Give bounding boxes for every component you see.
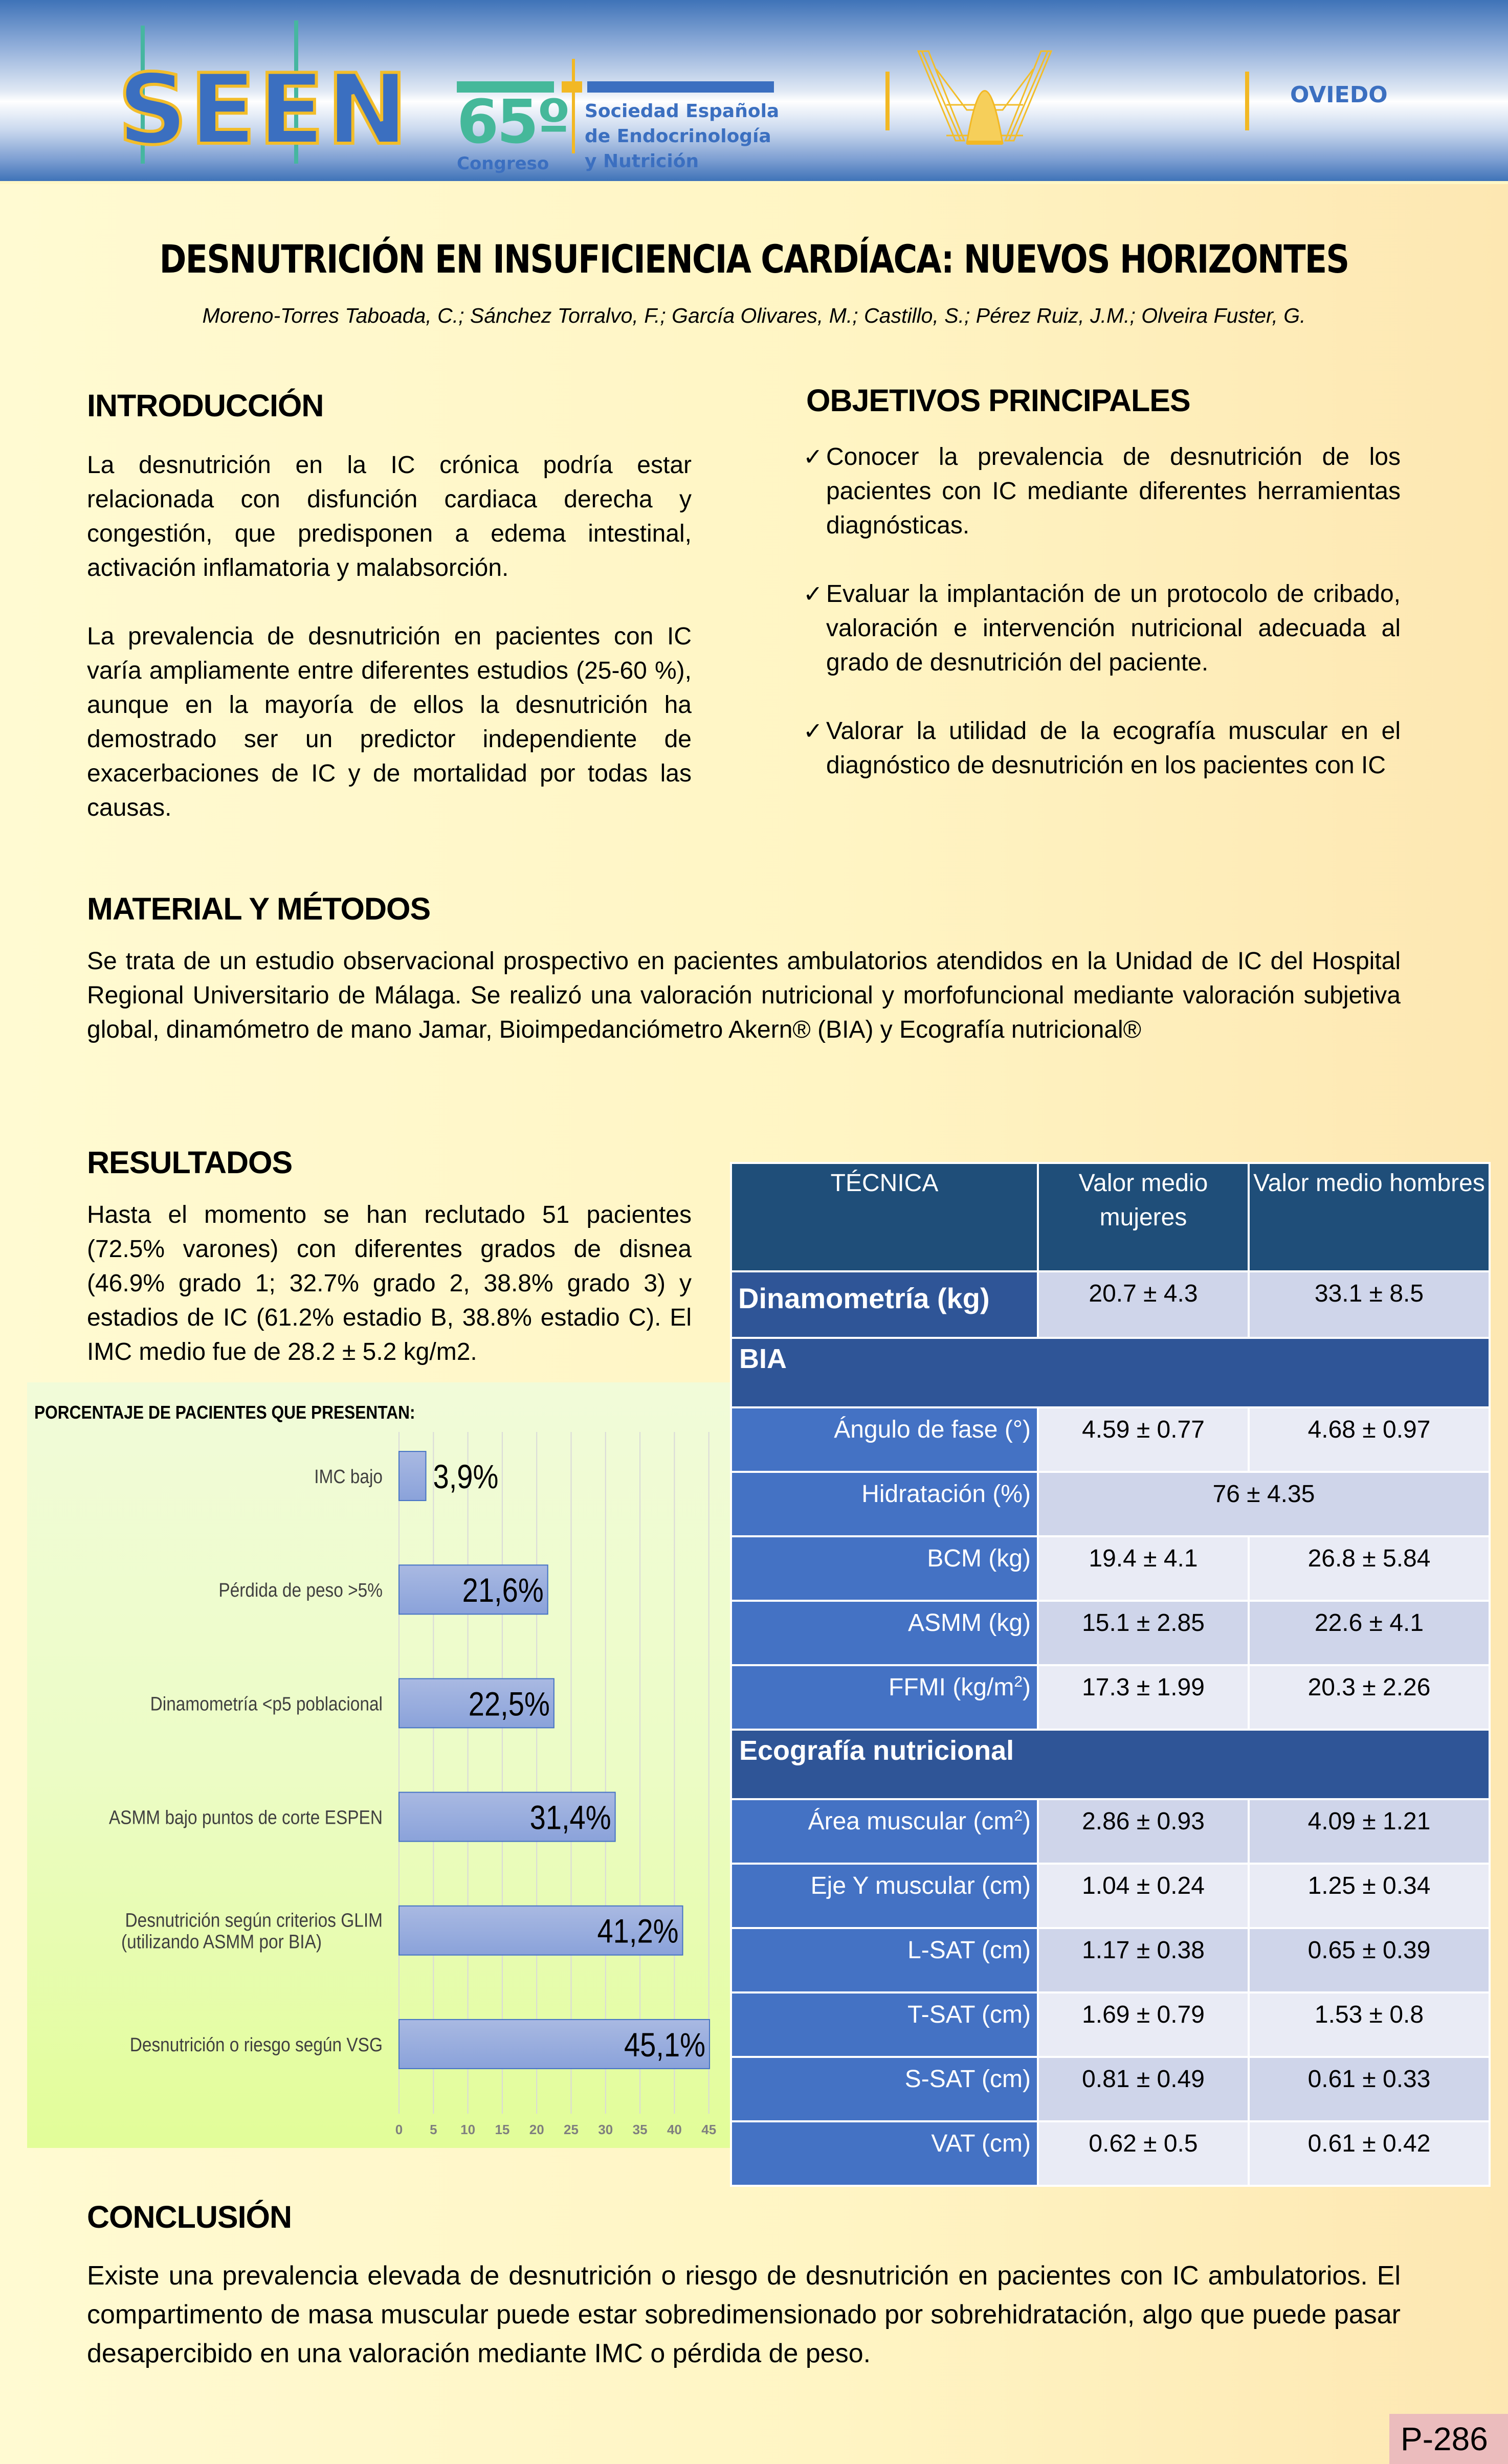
table-value-men: 1.53 ± 0.8: [1249, 1992, 1490, 2057]
table-header-cell: TÉCNICA: [731, 1163, 1038, 1271]
intro-paragraph: La desnutrición en la IC crónica podría estar relacionada con disfunción cardiaca derecha y congestión, que predisponen a edema intestinal, activación inflamatoria y malabsorción.: [87, 452, 692, 581]
conclusion-text: Existe una prevalencia elevada de desnutrición o riesgo de desnutrición en pacientes con IC ambulatorios. El compartimento de masa muscular puede estar sobredimensionado por sobrehidratación, algo que puede pasar desapercibido en una valoración mediante IMC o pérdida de peso.: [87, 2261, 1401, 2368]
table-value-men: 20.3 ± 2.26: [1249, 1665, 1490, 1730]
data-label: 21,6%: [462, 1571, 544, 1609]
objective-text: Conocer la prevalencia de desnutrición de los pacientes con IC mediante diferentes herramientas diagnósticas.: [826, 443, 1401, 539]
category-label: Pérdida de peso >5%: [218, 1579, 383, 1601]
row-label-text: Eje Y muscular (cm): [810, 1872, 1031, 1899]
checkmark-icon: ✓: [803, 580, 823, 607]
table-header-row: [731, 1163, 1490, 1271]
table-row: [731, 1928, 1490, 1992]
table-row: [731, 1864, 1490, 1928]
poster-title: DESNUTRICIÓN EN INSUFICIENCIA CARDÍACA: NUEVOS HORIZONTES: [159, 236, 1349, 282]
table-row: [731, 1665, 1490, 1730]
table-row-label: [731, 1407, 1038, 1472]
poster-id-badge: P-286: [1389, 2414, 1508, 2464]
logo-divider: [572, 59, 575, 153]
table-value-men: 0.61 ± 0.42: [1249, 2121, 1490, 2186]
table-value-women: 0.62 ± 0.5: [1038, 2121, 1249, 2186]
x-tick-label: 35: [632, 2122, 648, 2137]
category-label: Desnutrición según criterios GLIM: [125, 1909, 383, 1932]
chart-plot-area: [27, 1382, 730, 2148]
society-name: [585, 99, 779, 174]
society-line: Sociedad Española: [585, 101, 780, 122]
objective-item: [803, 577, 1401, 680]
table-row-label: [731, 1271, 1038, 1338]
row-label-text: FFMI (kg/m: [889, 1674, 1014, 1701]
row-label-text: L-SAT (cm): [907, 1937, 1031, 1964]
methods-heading: MATERIAL Y MÉTODOS: [87, 891, 431, 926]
table-row-label: [731, 1864, 1038, 1928]
table-value-women: 0.81 ± 0.49: [1038, 2057, 1249, 2121]
logo-bar-blue: [587, 81, 774, 93]
results-table: [730, 1162, 1491, 2187]
chart-title: PORCENTAJE DE PACIENTES QUE PRESENTAN:: [34, 1402, 415, 1423]
table-value-women: 15.1 ± 2.85: [1038, 1601, 1249, 1665]
x-tick-label: 20: [529, 2122, 544, 2137]
table-row: [731, 1472, 1490, 1536]
table-row: [731, 1992, 1490, 2057]
category-label: Dinamometría <p5 poblacional: [150, 1693, 383, 1715]
row-label-text: S-SAT (cm): [904, 2066, 1031, 2093]
table-row-label: [731, 1601, 1038, 1665]
table-value-men: 22.6 ± 4.1: [1249, 1601, 1490, 1665]
row-label-text: Área muscular (cm: [808, 1808, 1014, 1835]
table-row-label: [731, 2121, 1038, 2186]
prevalence-bar-chart: [27, 1382, 730, 2148]
table-value-women: 1.69 ± 0.79: [1038, 1992, 1249, 2057]
table-value-women: 4.59 ± 0.77: [1038, 1407, 1249, 1472]
header-separator: [1245, 72, 1249, 130]
row-label-text: ASMM (kg): [908, 1609, 1031, 1637]
table-row-label: [731, 1799, 1038, 1864]
row-label-suffix: ): [1023, 1808, 1031, 1835]
table-value-men: 33.1 ± 8.5: [1249, 1271, 1490, 1338]
table-value-merged: 76 ± 4.35: [1038, 1472, 1490, 1536]
objective-text: Evaluar la implantación de un protocolo de cribado, valoración e intervención nutricional adecuada al grado de desnutrición del paciente.: [826, 580, 1401, 676]
table-row: [731, 2057, 1490, 2121]
table-group-label: BIA: [731, 1338, 1490, 1407]
table-group-label: Ecografía nutricional: [731, 1730, 1490, 1799]
intro-text: [87, 448, 692, 859]
table-row-label: [731, 1536, 1038, 1601]
category-label: (utilizando ASMM por BIA): [121, 1931, 322, 1953]
conclusion-heading: CONCLUSIÓN: [87, 2200, 292, 2234]
table-row-label: [731, 1928, 1038, 1992]
table-value-women: 1.17 ± 0.38: [1038, 1928, 1249, 1992]
table-value-men: 26.8 ± 5.84: [1249, 1536, 1490, 1601]
intro-paragraph: La prevalencia de desnutrición en pacientes con IC varía ampliamente entre diferentes estudios (25-60 %), aunque en la mayoría de ellos la desnutrición ha demostrado ser un predictor independiente de exacerbaciones de IC y de mortalidad por todas las causas.: [87, 623, 692, 821]
table-value-men: 4.09 ± 1.21: [1249, 1799, 1490, 1864]
table-row: [731, 1799, 1490, 1864]
table-row: [731, 1536, 1490, 1601]
authors-line: Moreno-Torres Taboada, C.; Sánchez Torralvo, F.; García Olivares, M.; Castillo, S.; Pérez Ruiz, J.M.; Olveira Fuster, G.: [202, 304, 1306, 327]
row-label-text: VAT (cm): [931, 2130, 1031, 2157]
category-label: Desnutrición o riesgo según VSG: [129, 2033, 383, 2056]
congress-number: 65º: [457, 86, 569, 157]
table-header-cell: Valor medio hombres: [1249, 1163, 1490, 1271]
table-value-men: 0.61 ± 0.33: [1249, 2057, 1490, 2121]
bar: [399, 1451, 426, 1500]
checkmark-icon: ✓: [803, 443, 823, 470]
table-row-label: [731, 1665, 1038, 1730]
category-label: ASMM bajo puntos de corte ESPEN: [108, 1806, 383, 1829]
x-tick-label: 25: [564, 2122, 579, 2137]
data-label: 41,2%: [597, 1912, 679, 1950]
data-label: 31,4%: [529, 1799, 611, 1836]
congress-header-banner: [0, 0, 1508, 181]
table-row: [731, 2121, 1490, 2186]
header-divider: [0, 181, 1508, 184]
table-row-label: [731, 1992, 1038, 2057]
objectives-heading: OBJETIVOS PRINCIPALES: [806, 383, 1190, 418]
x-tick-label: 15: [495, 2122, 510, 2137]
congress-label: Congreso: [457, 153, 549, 174]
society-line: y Nutrición: [585, 151, 699, 172]
row-label-text: Dinamometría (kg): [738, 1282, 990, 1314]
table-value-women: 2.86 ± 0.93: [1038, 1799, 1249, 1864]
x-tick-label: 40: [667, 2122, 682, 2137]
table-value-women: 20.7 ± 4.3: [1038, 1271, 1249, 1338]
table-group-row: [731, 1730, 1490, 1799]
results-text: Hasta el momento se han reclutado 51 pacientes (72.5% varones) con diferentes grados de disnea (46.9% grado 1; 32.7% grado 2, 38.8% grado 3) y estadios de IC (61.2% estadio B, 38.8% estadio C). El IMC medio fue de 28.2 ± 5.2 kg/m2.: [87, 1201, 692, 1365]
x-tick-label: 45: [701, 2122, 717, 2137]
objective-text: Valorar la utilidad de la ecografía muscular en el diagnóstico de desnutrición en los pacientes con IC: [826, 718, 1401, 779]
x-tick-label: 0: [395, 2122, 403, 2137]
seen-logo-text: SEEN: [118, 53, 410, 166]
table-header-cell: Valor medio mujeres: [1038, 1163, 1249, 1271]
category-label: IMC bajo: [314, 1466, 383, 1488]
table-row: [731, 1407, 1490, 1472]
table-value-men: 4.68 ± 0.97: [1249, 1407, 1490, 1472]
row-label-text: T-SAT (cm): [907, 2001, 1031, 2028]
checkmark-icon: ✓: [803, 718, 823, 744]
objective-item: [803, 714, 1401, 782]
congress-logo: [457, 28, 805, 174]
objective-item: [803, 440, 1401, 543]
x-tick-label: 30: [598, 2122, 613, 2137]
table-value-women: 1.04 ± 0.24: [1038, 1864, 1249, 1928]
table-group-row: [731, 1338, 1490, 1407]
methods-text: Se trata de un estudio observacional prospectivo en pacientes ambulatorios atendidos en la Unidad de IC del Hospital Regional Universitario de Málaga. Se realizó una valoración nutricional y morfofuncional mediante valoración subjetiva global, dinamómetro de mano Jamar, Bioimpedanciómetro Akern® (BIA) y Ecografía nutricional®: [87, 948, 1401, 1043]
table-value-men: 0.65 ± 0.39: [1249, 1928, 1490, 1992]
row-label-suffix: ): [1023, 1674, 1031, 1701]
row-label-superscript: 2: [1014, 1807, 1023, 1824]
data-label: 22,5%: [468, 1685, 550, 1723]
seen-logo: [110, 20, 410, 166]
data-label: 3,9%: [433, 1458, 499, 1496]
objectives-list: [803, 440, 1401, 817]
table-row-label: [731, 1472, 1038, 1536]
table-value-women: 17.3 ± 1.99: [1038, 1665, 1249, 1730]
data-label: 45,1%: [624, 2026, 706, 2064]
x-tick-label: 10: [460, 2122, 476, 2137]
calatrava-building-icon: [916, 49, 1054, 151]
intro-heading: INTRODUCCIÓN: [87, 388, 324, 423]
society-line: de Endocrinología: [585, 126, 771, 147]
row-label-text: BCM (kg): [927, 1545, 1031, 1572]
table-value-men: 1.25 ± 0.34: [1249, 1864, 1490, 1928]
row-label-text: Ángulo de fase (°): [834, 1416, 1031, 1443]
table-row-label: [731, 2057, 1038, 2121]
row-label-superscript: 2: [1014, 1673, 1023, 1690]
table-row: [731, 1271, 1490, 1338]
table-value-women: 19.4 ± 4.1: [1038, 1536, 1249, 1601]
x-tick-label: 5: [430, 2122, 437, 2137]
table-row: [731, 1601, 1490, 1665]
header-separator: [885, 72, 890, 130]
results-heading: RESULTADOS: [87, 1145, 293, 1180]
row-label-text: Hidratación (%): [861, 1481, 1031, 1508]
city-name: OVIEDO: [1290, 82, 1388, 108]
